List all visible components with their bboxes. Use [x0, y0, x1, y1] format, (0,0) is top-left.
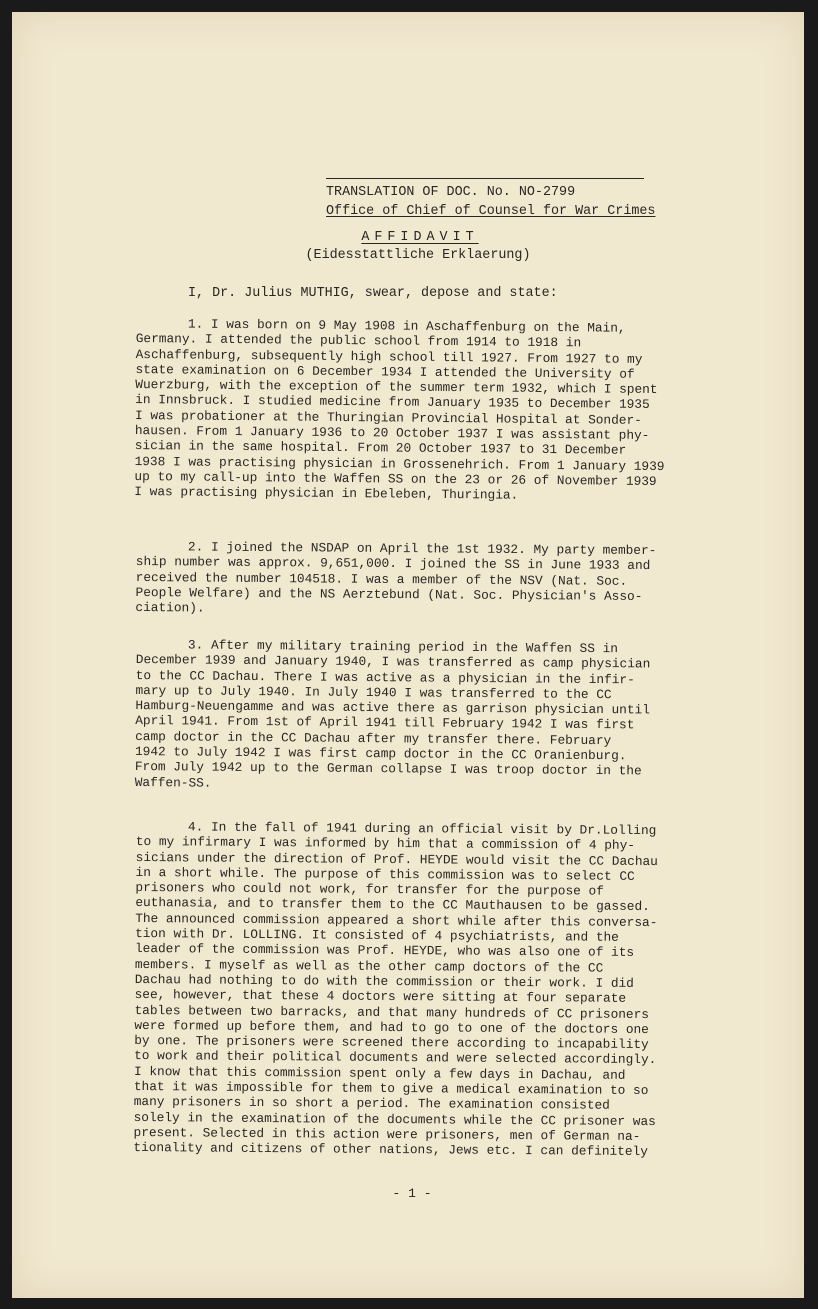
paragraph-line: I was practising physician in Ebeleben, Thuringia.	[134, 484, 519, 503]
paragraph-line: ship number was approx. 9,651,000. I joined the SS in June 1933 and	[135, 554, 651, 574]
paragraph-line: camp doctor in the CC Dachau after my transfer there. February	[135, 728, 612, 748]
document-page	[12, 12, 804, 1298]
paragraph-line: to the CC Dachau. There I was active as a physician in the infir-	[135, 667, 635, 687]
paragraph-line: ciation).	[135, 600, 205, 616]
document-title-block	[12, 229, 804, 265]
paragraph-line: present. Selected in this action were prisoners, men of German na-	[133, 1124, 641, 1144]
paragraph-line: that it was impossible for them to give a medical examination to so	[133, 1079, 649, 1099]
paragraph-line: The announced commission appeared a short while after this conversa-	[135, 910, 658, 930]
paragraph-line: 4. In the fall of 1941 during an official visit by Dr.Lolling	[187, 819, 657, 839]
document-subtitle: (Eidesstattliche Erklaerung)	[305, 248, 531, 263]
paragraph-3	[135, 637, 702, 795]
paragraph-line: 2. I joined the NSDAP on April the 1st 1932. My party member-	[187, 539, 657, 559]
paragraph-line: in a short while. The purpose of this commission was to select CC	[135, 864, 635, 884]
paragraph-line: April 1941. From 1st of April 1941 till February 1942 I was first	[135, 713, 635, 733]
paragraph-line: mary up to July 1940. In July 1940 I was transferred to the CC	[135, 682, 612, 703]
paragraph-line: Waffen-SS.	[134, 774, 212, 791]
translation-doc-number: TRANSLATION OF DOC. No. NO-2799	[326, 185, 576, 200]
paragraph-line: many prisoners in so short a period. The examination consisted	[133, 1094, 610, 1114]
paragraph-line: tables between two barracks, and that many hundreds of CC prisoners	[134, 1002, 650, 1022]
paragraph-line: 3. After my military training period in the Waffen SS in	[187, 637, 619, 657]
paragraph-line: Wuerzburg, with the exception of the summer term 1932, which I spent	[135, 377, 658, 398]
paragraph-line: sician in the same hospital. From 20 October 1937 to 31 December	[134, 438, 627, 459]
paragraph-line: I know that this commission spent only a few days in Dachau, and	[133, 1063, 626, 1083]
document-title: AFFIDAVIT	[361, 230, 479, 245]
paragraph-line: state examination on 6 December 1934 I attended the University of	[135, 361, 635, 382]
paragraph-line: sicians under the direction of Prof. HEYDE would visit the CC Dachau	[135, 849, 658, 869]
paragraph-line: received the number 104518. I was a member of the NSV (Nat. Soc.	[135, 569, 628, 589]
paragraph-2	[135, 539, 702, 620]
page-number: - 1 -	[392, 1186, 432, 1201]
paragraph-line: From July 1942 up to the German collapse I was troop doctor in the	[134, 759, 642, 779]
paragraph-line: in Innsbruck. I studied medicine from January 1935 to December 1935	[135, 392, 650, 413]
paragraph-line: prisoners who could not work, for transfer for the purpose of	[135, 880, 604, 899]
paragraph-line: see, however, that these 4 doctors were sitting at four separate	[134, 987, 627, 1007]
paragraph-1	[134, 316, 702, 505]
paragraph-line: members. I myself as well as the other camp doctors of the CC	[134, 956, 604, 976]
paragraph-line: leader of the commission was Prof. HEYDE, who was also one of its	[134, 941, 635, 961]
paragraph-line: 1938 I was practising physician in Grossenehrich. From 1 January 1939	[134, 453, 665, 474]
paragraph-line: Germany. I attended the public school from 1914 to 1918 in	[135, 331, 582, 351]
paragraph-line: December 1939 and January 1940, I was transferred as camp physician	[135, 652, 651, 672]
paragraph-line: hausen. From 1 January 1936 to 20 October 1937 I was assistant phy-	[134, 423, 650, 444]
paragraph-line: tionality and citizens of other nations, Jews etc. I can definitely	[133, 1140, 648, 1160]
paragraph-line: Hamburg-Neuengamme and was active there as garrison physician until	[135, 698, 650, 718]
paragraph-line: up to my call-up into the Waffen SS on the 23 or 26 of November 1939	[134, 468, 657, 489]
paragraph-line: 1942 to July 1942 I was first camp doctor in the CC Oranienburg.	[134, 744, 627, 764]
paragraph-line: tion with Dr. LOLLING. It consisted of 4 psychiatrists, and the	[135, 926, 619, 945]
paragraph-line: 1. I was born on 9 May 1908 in Aschaffenburg on the Main,	[187, 316, 626, 336]
paragraph-line: to work and their political documents and were selected accordingly.	[134, 1048, 657, 1068]
paragraph-line: People Welfare) and the NS Aerztebund (Nat. Soc. Physician's Asso-	[135, 584, 643, 604]
paragraph-4	[133, 819, 702, 1160]
paragraph-line: euthanasia, and to transfer them to the CC Mauthausen to be gassed.	[135, 895, 650, 915]
paragraph-line: Aschaffenburg, subsequently high school till 1927. From 1927 to my	[135, 346, 643, 367]
header-rule	[326, 178, 644, 179]
paragraph-line: were formed up before them, and had to go to one of the doctors one	[134, 1017, 649, 1037]
paragraph-line: I was probationer at the Thuringian Provincial Hospital at Sonder-	[134, 407, 642, 428]
oath-statement: I, Dr. Julius MUTHIG, swear, depose and state:	[188, 286, 558, 301]
paragraph-line: by one. The prisoners were screened there according to incapability	[134, 1033, 649, 1053]
counsel-office-line: Office of Chief of Counsel for War Crimes	[326, 204, 656, 219]
document-header	[326, 178, 666, 221]
paragraph-line: solely in the examination of the documents while the CC prisoner was	[133, 1109, 656, 1129]
paragraph-line: to my infirmary I was informed by him that a commission of 4 phy-	[135, 834, 636, 854]
paragraph-line: Dachau had nothing to do with the commission or their work. I did	[134, 971, 634, 991]
